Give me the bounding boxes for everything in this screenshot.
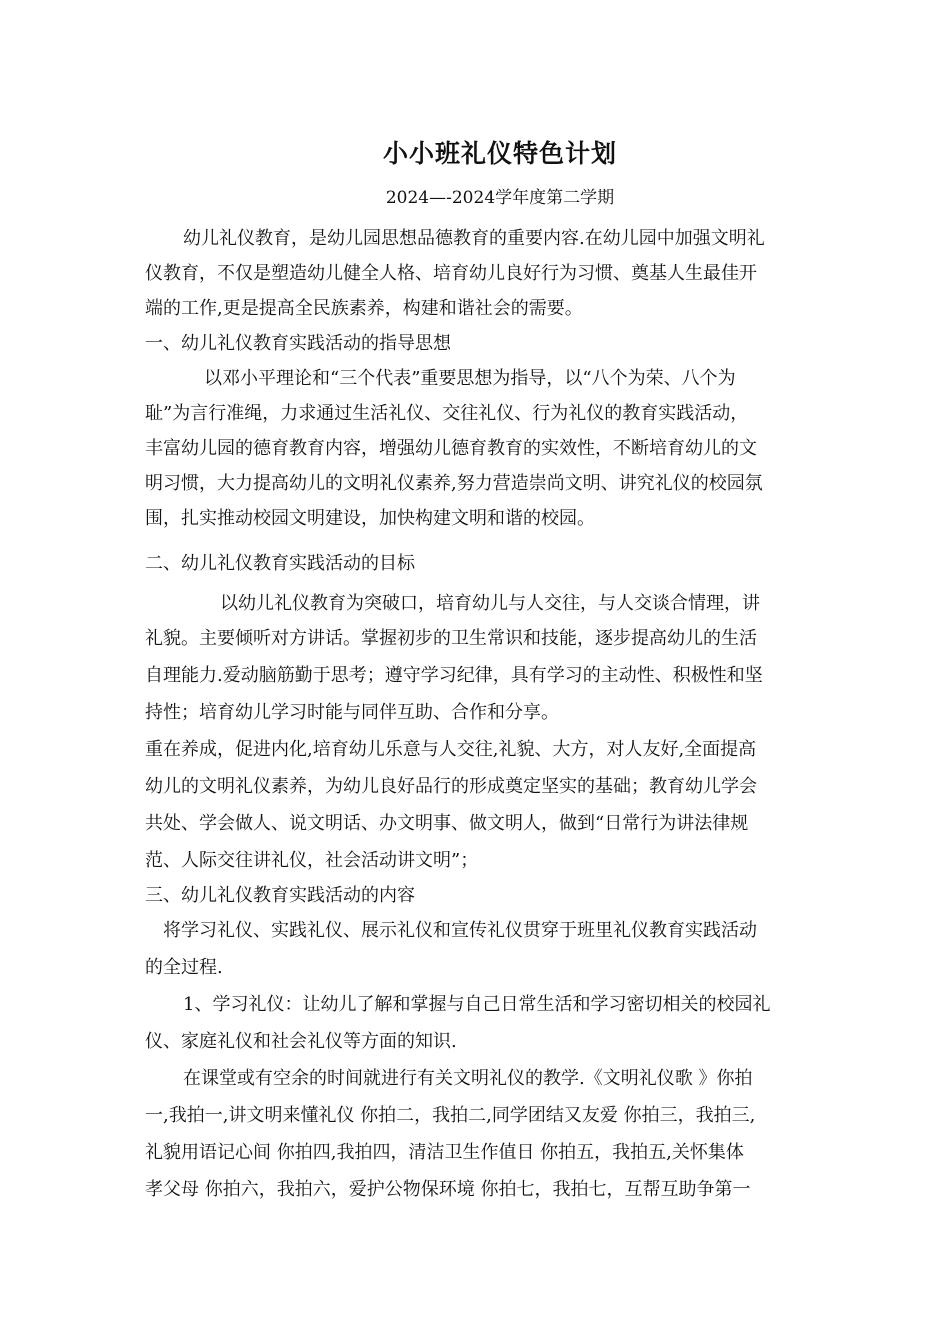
paragraph-line: 幼儿礼仪教育，是幼儿园思想品德教育的重要内容.在幼儿园中加强文明礼 [183, 228, 765, 249]
document-subtitle: 2024—-2024学年度第二学期 [385, 188, 615, 208]
paragraph-line: 端的工作,更是提高全民族素养，构建和谐社会的需要。 [145, 298, 583, 319]
paragraph-line: 仪、家庭礼仪和社会礼仪等方面的知识. [145, 1031, 457, 1052]
section-heading: 三、幼儿礼仪教育实践活动的内容 [145, 885, 415, 906]
paragraph-line: 重在养成，促进内化,培育幼儿乐意与人交往,礼貌、大方，对人友好,全面提高 [145, 739, 757, 760]
paragraph-line: 共处、学会做人、说文明话、办文明事、做文明人，做到“日常行为讲法律规 [145, 813, 749, 834]
document-title: 小小班礼仪特色计划 [382, 139, 617, 168]
paragraph-line: 1、学习礼仪：让幼儿了解和掌握与自己日常生活和学习密切相关的校园礼 [183, 994, 771, 1015]
paragraph-line: 范、人际交往讲礼仪，社会活动讲文明”； [145, 850, 479, 871]
paragraph-line: 以邓小平理论和“三个代表”重要思想为指导，以“八个为荣、八个为 [204, 368, 736, 389]
paragraph-line: 耻”为言行准绳，力求通过生活礼仪、交往礼仪、行为礼仪的教育实践活动， [145, 403, 749, 424]
paragraph-line: 的全过程. [145, 957, 223, 978]
paragraph-line: 持性；培育幼儿学习时能与同伴互助、合作和分享。 [145, 702, 559, 723]
paragraph-line: 在课堂或有空余的时间就进行有关文明礼仪的教学.《文明礼仪歌 》你拍 [183, 1068, 753, 1089]
paragraph-line: 明习惯，大力提高幼儿的文明礼仪素养,努力营造崇尚文明、讲究礼仪的校园氛 [145, 473, 763, 494]
paragraph-line: 围，扎实推动校园文明建设，加快构建文明和谐的校园。 [145, 508, 595, 529]
paragraph-line: 礼貌用语记心间 你拍四,我拍四，清洁卫生作值日 你拍五，我拍五,关怀集体 [145, 1142, 744, 1163]
paragraph-line: 孝父母 你拍六，我拍六，爱护公物保环境 你拍七，我拍七，互帮互助争第一 [145, 1179, 751, 1200]
paragraph-line: 幼儿的文明礼仪素养，为幼儿良好品行的形成奠定坚实的基础；教育幼儿学会 [145, 776, 757, 797]
paragraph-line: 一,我拍一,讲文明来懂礼仪 你拍二，我拍二,同学团结又友爱 你拍三，我拍三, [145, 1105, 756, 1126]
paragraph-line: 仪教育，不仅是塑造幼儿健全人格、培育幼儿良好行为习惯、奠基人生最佳开 [145, 263, 757, 284]
paragraph-line: 自理能力.爱动脑筋勤于思考；遵守学习纪律，具有学习的主动性、积极性和坚 [145, 665, 763, 686]
paragraph-line: 礼貌。主要倾听对方讲话。掌握初步的卫生常识和技能，逐步提高幼儿的生活 [145, 628, 757, 649]
paragraph-line: 以幼儿礼仪教育为突破口，培育幼儿与人交往，与人交谈合情理，讲 [220, 593, 760, 614]
section-heading: 一、幼儿礼仪教育实践活动的指导思想 [145, 333, 451, 354]
paragraph-line: 将学习礼仪、实践礼仪、展示礼仪和宣传礼仪贯穿于班里礼仪教育实践活动 [163, 920, 757, 941]
section-heading: 二、幼儿礼仪教育实践活动的目标 [145, 553, 415, 574]
paragraph-line: 丰富幼儿园的德育教育内容，增强幼儿德育教育的实效性，不断培育幼儿的文 [145, 438, 757, 459]
